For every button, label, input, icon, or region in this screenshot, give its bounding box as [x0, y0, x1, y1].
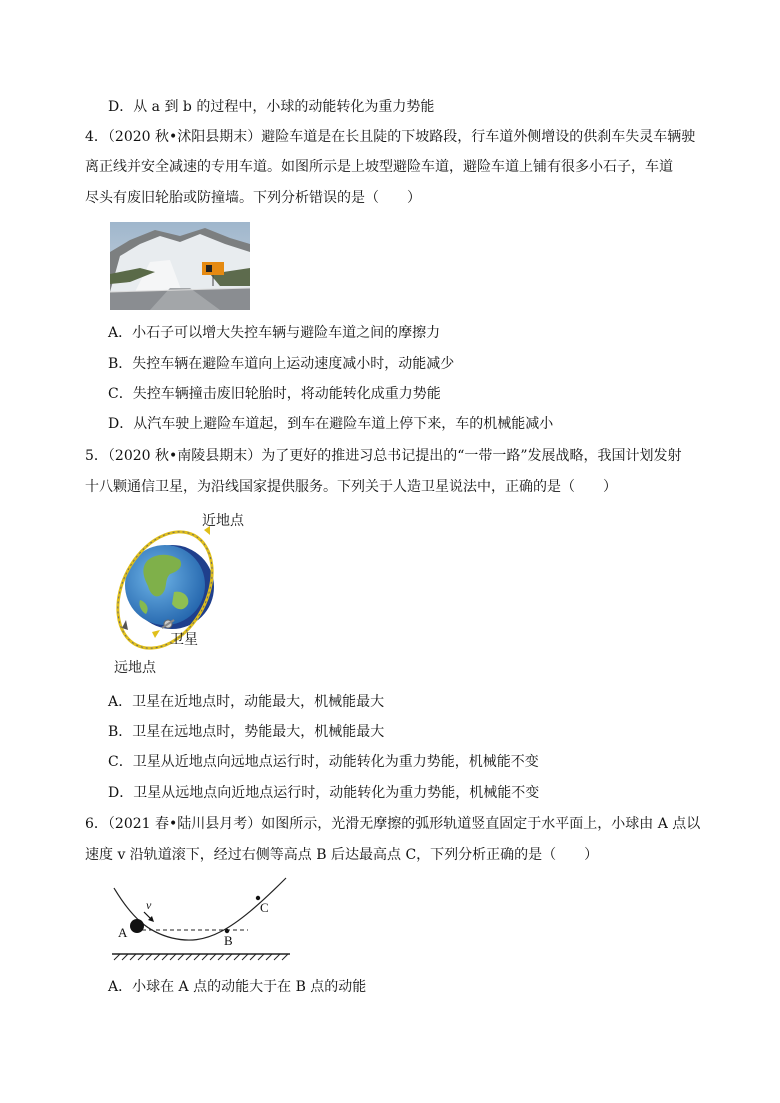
q4-stem-line-2: 离正线并安全减速的专用车道。如图所示是上坡型避险车道，避险车道上铺有很多小石子，车道 [85, 159, 673, 175]
label-c: C [260, 900, 269, 915]
q4-stem-line-1: 4．（2020 秋•沭阳县期末）避险车道是在长且陡的下坡路段，行车道外侧增设的供刹车失灵车辆驶 [85, 129, 696, 145]
label-b: B [224, 933, 233, 948]
q4-option-c: C．失控车辆撞击废旧轮胎时，将动能转化成重力势能 [108, 386, 441, 402]
q6-stem-line-2: 速度 v 沿轨道滚下，经过右侧等高点 B 后达最高点 C，下列分析正确的是（ ） [85, 847, 599, 863]
q5-stem-line-2: 十八颗通信卫星，为沿线国家提供服务。下列关于人造卫星说法中，正确的是（ ） [85, 479, 617, 495]
velocity-label: v [146, 898, 152, 912]
satellite-label: 卫星 [170, 631, 198, 647]
apogee-label: 远地点 [114, 659, 156, 675]
q5-option-b: B．卫星在远地点时，势能最大，机械能最大 [108, 724, 385, 740]
q4-option-b: B．失控车辆在避险车道向上运动速度减小时，动能减少 [108, 356, 455, 372]
q5-option-c: C．卫星从近地点向远地点运行时，动能转化为重力势能，机械能不变 [108, 754, 539, 770]
q4-option-a: A．小石子可以增大失控车辆与避险车道之间的摩擦力 [108, 325, 441, 341]
q4-stem-line-3: 尽头有废旧轮胎或防撞墙。下列分析错误的是（ ） [85, 190, 421, 206]
escape-ramp-photo [110, 222, 250, 310]
label-a: A [118, 925, 128, 940]
ground-hatching [114, 954, 288, 960]
q6-option-a: A．小球在 A 点的动能大于在 B 点的动能 [108, 979, 367, 995]
satellite-orbit-diagram [110, 508, 260, 678]
q5-stem-line-1: 5．（2020 秋•南陵县期末）为了更好的推进习总书记提出的“一带一路”发展战略，我国计划发射 [85, 448, 682, 464]
q6-stem-line-1: 6．（2021 春•陆川县月考）如图所示，光滑无摩擦的弧形轨道竖直固定于水平面上，小球由 A 点以 [85, 816, 701, 832]
q3-option-d: D．从 a 到 b 的过程中，小球的动能转化为重力势能 [108, 99, 435, 115]
q5-option-a: A．卫星在近地点时，动能最大，机械能最大 [108, 694, 385, 710]
ball-a [130, 919, 144, 933]
arc-track-diagram [110, 874, 292, 966]
q5-option-d: D．卫星从远地点向近地点运行时，动能转化为重力势能，机械能不变 [108, 785, 540, 801]
perigee-label: 近地点 [202, 512, 244, 528]
q4-option-d: D．从汽车驶上避险车道起，到车在避险车道上停下来，车的机械能减小 [108, 416, 554, 432]
